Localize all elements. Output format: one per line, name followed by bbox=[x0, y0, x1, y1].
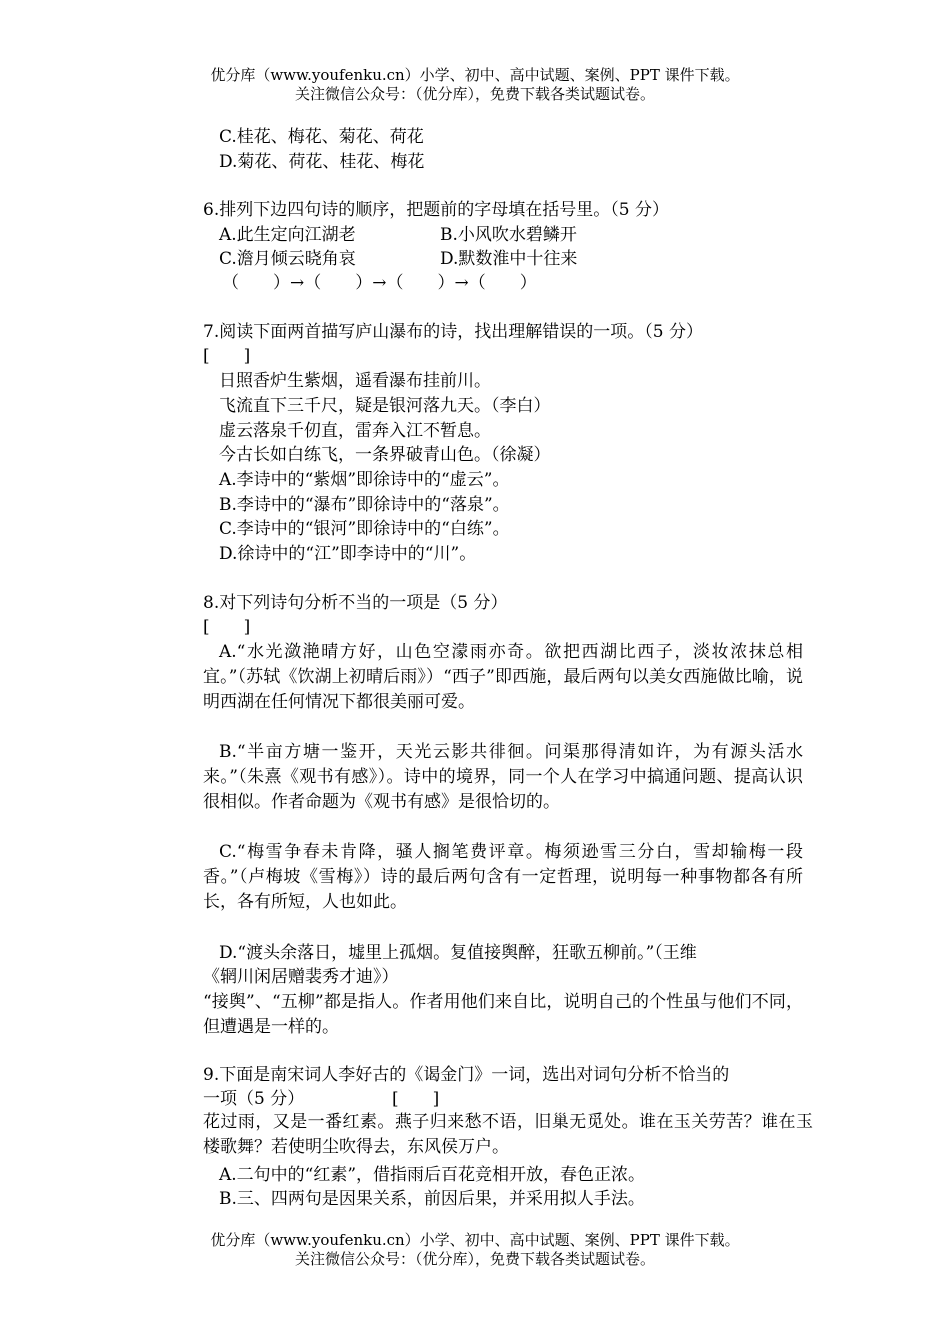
q7-option-c: C.李诗中的“银河”即徐诗中的“白练”。 bbox=[219, 519, 510, 539]
header-line-2: 关注微信公众号：（优分库），免费下载各类试题试卷。 bbox=[294, 85, 655, 103]
q7-option-a: A.李诗中的“紫烟”即徐诗中的“虚云”。 bbox=[219, 470, 510, 490]
q5-option-c: C.桂花、梅花、菊花、荷花 bbox=[219, 127, 424, 147]
q7-poem1-line2: 飞流直下三千尺，疑是银河落九天。（李白） bbox=[219, 396, 551, 416]
q7-poem2-line1: 虚云落泉千仞直，雷奔入江不暂息。 bbox=[219, 421, 491, 441]
q5-option-d: D.菊花、荷花、桂花、梅花 bbox=[219, 152, 425, 172]
q8-option-d-line2: 《辋川闲居赠裴秀才迪》） bbox=[203, 967, 399, 987]
q6-stem: 6.排列下边四句诗的顺序，把题前的字母填在括号里。（5 分） bbox=[203, 200, 669, 220]
q9-stem-line2: 一项（5 分） bbox=[203, 1089, 305, 1109]
q8-answer-bracket[interactable]: [ ] bbox=[203, 617, 251, 637]
q9-stem-line1: 9.下面是南宋词人李好古的《谒金门》一词，选出对词句分析不恰当的 bbox=[203, 1065, 730, 1085]
q7-poem1-line1: 日照香炉生紫烟，遥看瀑布挂前川。 bbox=[219, 371, 491, 391]
q8-stem: 8.对下列诗句分析不当的一项是（5 分） bbox=[203, 593, 508, 613]
q9-poem: 花过雨，又是一番红素。燕子归来愁不语，旧巢无觅处。谁在玉关劳苦？谁在玉楼歌舞？若使明尘吹得去，东风侯万户。 bbox=[203, 1112, 813, 1157]
q8-option-d-rest: “接舆”、“五柳”都是指人。作者用他们来自比，说明自己的个性虽与他们不同，但遭遇是一样的。 bbox=[203, 992, 803, 1037]
q7-option-b: B.李诗中的“瀑布”即徐诗中的“落泉”。 bbox=[219, 495, 510, 515]
q7-option-d: D.徐诗中的“江”即李诗中的“川”。 bbox=[219, 544, 477, 564]
q6-option-a: A.此生定向江湖老 bbox=[219, 225, 356, 245]
q6-option-c: C.澹月倾云晓角哀 bbox=[219, 249, 356, 269]
q6-option-d: D.默数淮中十往来 bbox=[440, 249, 578, 269]
q9-option-a: A.二句中的“红素”，借指雨后百花竞相开放，春色正浓。 bbox=[219, 1165, 646, 1185]
q9-option-b: B.三、四两句是因果关系，前因后果，并采用拟人手法。 bbox=[219, 1189, 645, 1209]
q8-option-a: A.“水光潋滟晴方好，山色空濛雨亦奇。欲把西湖比西子，淡妆浓抹总相宜。”（苏轼《饮湖上初晴后雨》）“西子”即西施，最后两句以美女西施做比喻，说明西湖在任何情况下都很美丽可爱。 bbox=[203, 642, 803, 712]
q6-answer-blanks[interactable]: （ ）→（ ）→（ ）→（ ） bbox=[222, 273, 537, 293]
q7-poem2-line2: 今古长如白练飞，一条界破青山色。（徐凝） bbox=[219, 445, 551, 465]
page-header bbox=[0, 66, 950, 104]
header-line-1: 优分库（www.youfenku.cn）小学、初中、高中试题、案例、PPT 课件下载。 bbox=[210, 66, 740, 84]
q8-option-d-line1: D.“渡头余落日，墟里上孤烟。复值接舆醉，狂歌五柳前。”（王维 bbox=[219, 943, 697, 963]
q8-option-c: C.“梅雪争春未肯降，骚人搁笔费评章。梅须逊雪三分白，雪却输梅一段香。”（卢梅坡《雪梅》）诗的最后两句含有一定哲理，说明每一种事物都各有所长，各有所短，人也如此。 bbox=[203, 842, 803, 912]
q7-stem: 7.阅读下面两首描写庐山瀑布的诗，找出理解错误的一项。（5 分） bbox=[203, 322, 703, 342]
page-footer bbox=[0, 1231, 950, 1269]
footer-line-1: 优分库（www.youfenku.cn）小学、初中、高中试题、案例、PPT 课件下载。 bbox=[210, 1231, 740, 1249]
q6-option-b: B.小风吹水碧鳞开 bbox=[440, 225, 577, 245]
q7-answer-bracket[interactable]: [ ] bbox=[203, 346, 251, 366]
q8-option-b: B.“半亩方塘一鉴开，天光云影共徘徊。问渠那得清如许，为有源头活水来。”（朱熹《观书有感》）。诗中的境界，同一个人在学习中搞通问题、提高认识很相似。作者命题为《观书有感》是很恰切的。 bbox=[203, 742, 803, 812]
q9-answer-bracket[interactable]: [ ] bbox=[392, 1089, 440, 1109]
footer-line-2: 关注微信公众号：（优分库），免费下载各类试题试卷。 bbox=[294, 1250, 655, 1268]
